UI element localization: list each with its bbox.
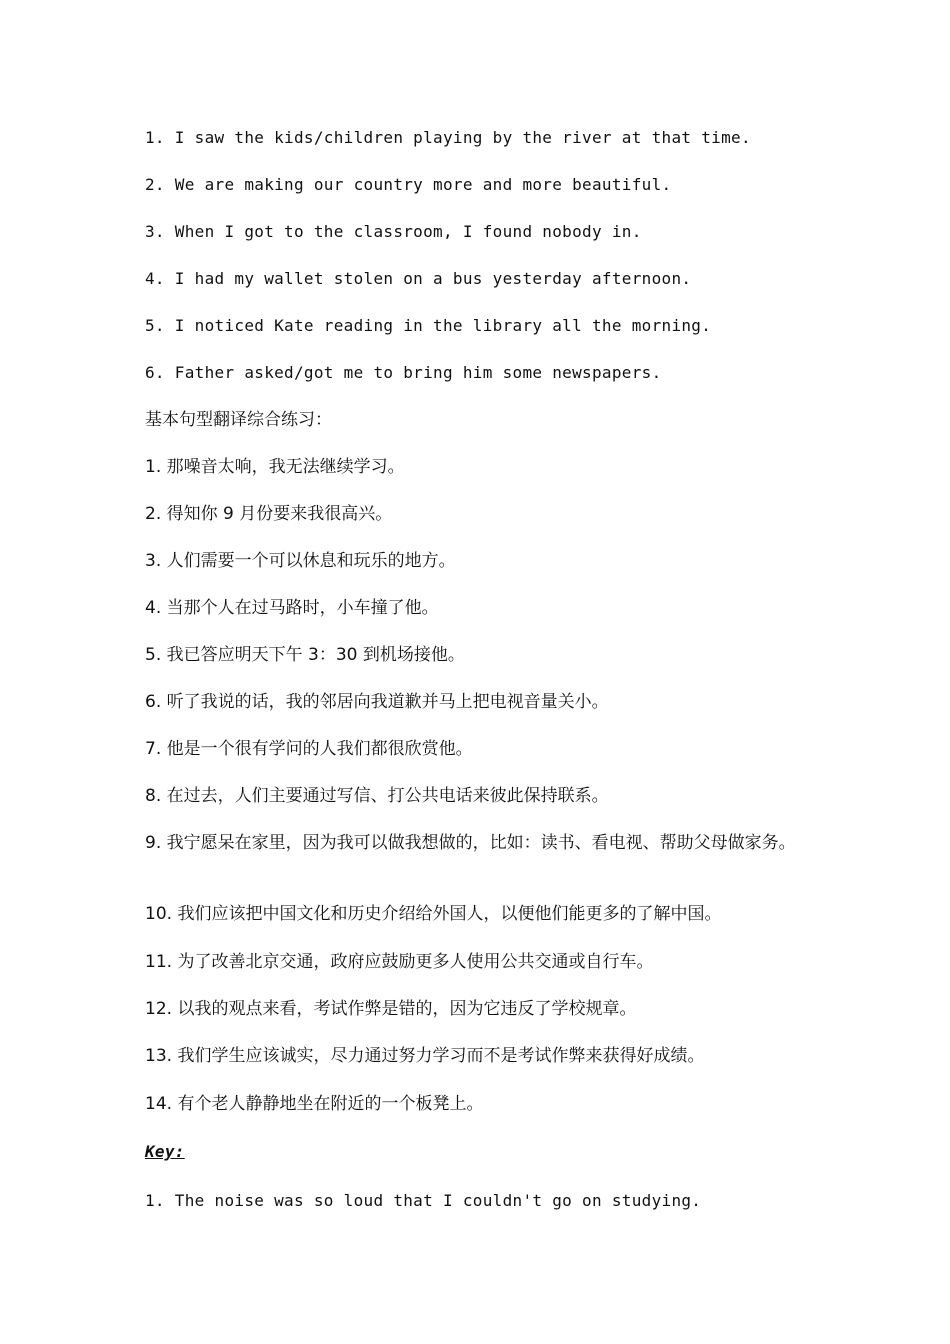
answer-line-6: 6. Father asked/got me to bring him some newspapers. bbox=[145, 363, 662, 382]
exercise-11: 11. 为了改善北京交通，政府应鼓励更多人使用公共交通或自行车。 bbox=[145, 952, 654, 972]
exercise-6: 6. 听了我说的话，我的邻居向我道歉并马上把电视音量关小。 bbox=[145, 692, 609, 712]
section-title: 基本句型翻译综合练习： bbox=[145, 410, 332, 430]
exercise-5: 5. 我已答应明天下午 3：30 到机场接他。 bbox=[145, 645, 465, 665]
answer-line-5: 5. I noticed Kate reading in the library all the morning. bbox=[145, 316, 712, 335]
exercise-1: 1. 那噪音太响，我无法继续学习。 bbox=[145, 457, 405, 477]
exercise-14: 14. 有个老人静静地坐在附近的一个板凳上。 bbox=[145, 1094, 484, 1114]
exercise-13: 13. 我们学生应该诚实，尽力通过努力学习而不是考试作弊来获得好成绩。 bbox=[145, 1046, 705, 1066]
exercise-8: 8. 在过去，人们主要通过写信、打公共电话来彼此保持联系。 bbox=[145, 786, 609, 806]
answer-line-3: 3. When I got to the classroom, I found nobody in. bbox=[145, 222, 642, 241]
exercise-10: 10. 我们应该把中国文化和历史介绍给外国人，以便他们能更多的了解中国。 bbox=[145, 904, 722, 924]
exercise-4: 4. 当那个人在过马路时，小车撞了他。 bbox=[145, 598, 439, 618]
key-answer-1: 1. The noise was so loud that I couldn't go on studying. bbox=[145, 1191, 702, 1210]
exercise-9: 9. 我宁愿呆在家里，因为我可以做我想做的，比如：读书、看电视、帮助父母做家务。 bbox=[145, 833, 796, 853]
exercise-7: 7. 他是一个很有学问的人我们都很欣赏他。 bbox=[145, 739, 473, 759]
exercise-2: 2. 得知你 9 月份要来我很高兴。 bbox=[145, 504, 393, 524]
exercise-3: 3. 人们需要一个可以休息和玩乐的地方。 bbox=[145, 551, 456, 571]
exercise-12: 12. 以我的观点来看，考试作弊是错的，因为它违反了学校规章。 bbox=[145, 999, 637, 1019]
answer-line-1: 1. I saw the kids/children playing by the river at that time. bbox=[145, 128, 751, 147]
answer-line-4: 4. I had my wallet stolen on a bus yesterday afternoon. bbox=[145, 269, 692, 288]
answer-line-2: 2. We are making our country more and more beautiful. bbox=[145, 175, 672, 194]
key-heading: Key: bbox=[145, 1142, 185, 1161]
